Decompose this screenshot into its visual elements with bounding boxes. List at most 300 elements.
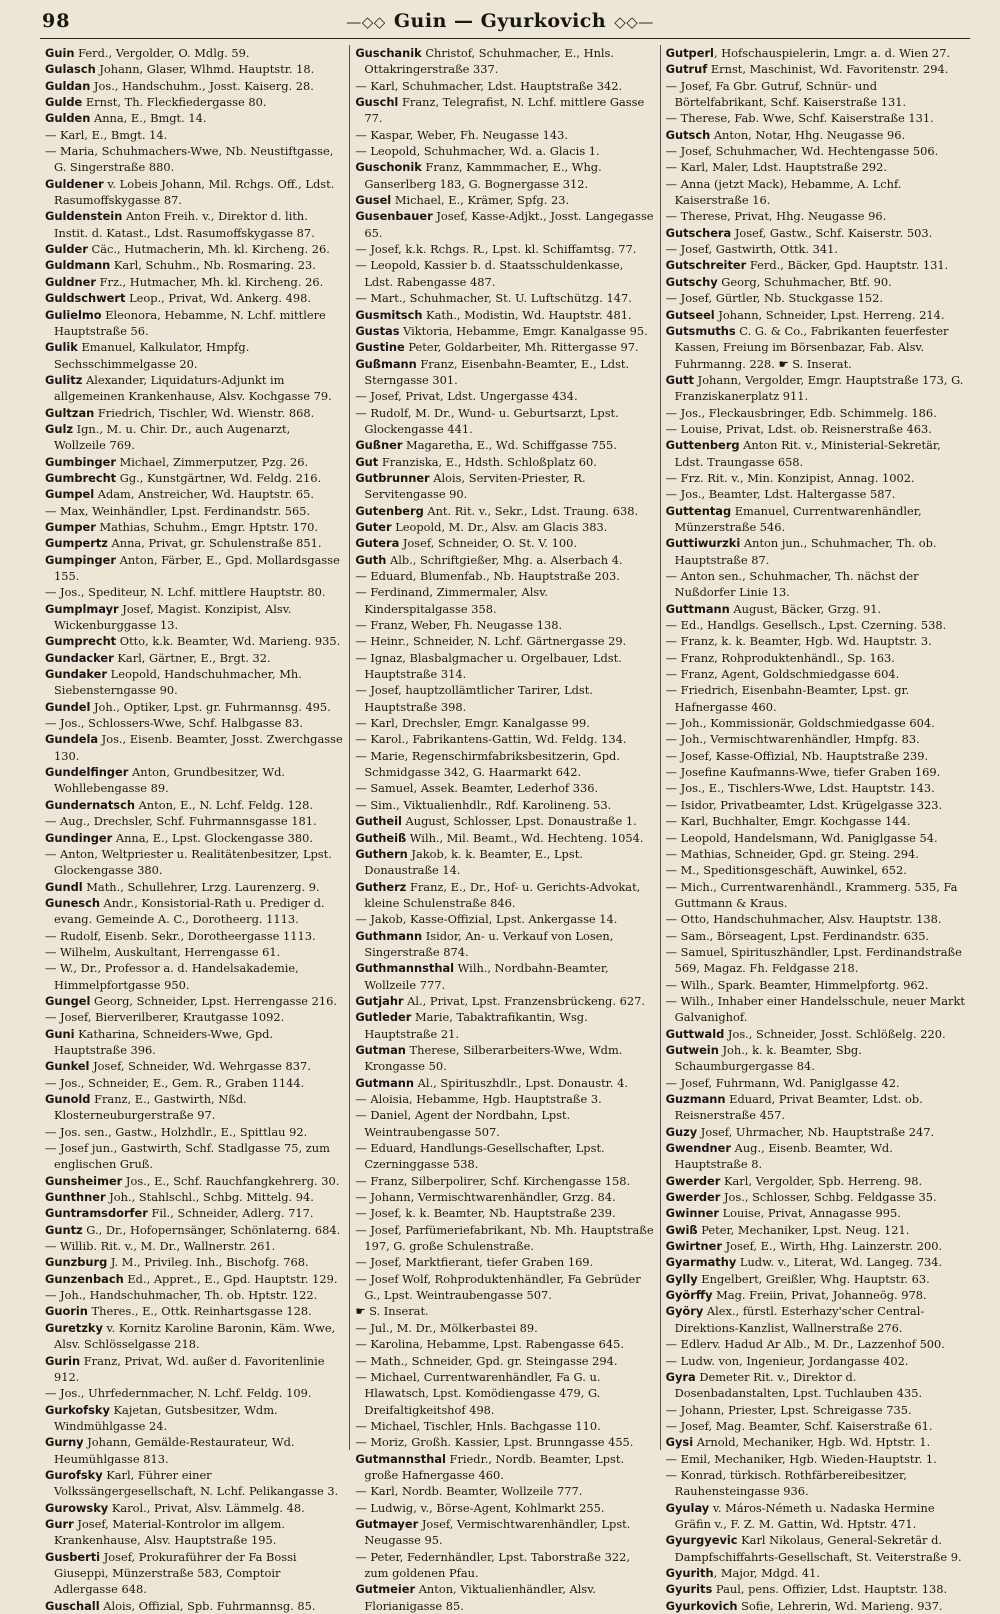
directory-entry (355, 1451, 654, 1484)
directory-entry (45, 1189, 344, 1205)
entry-surname: Gungel (45, 993, 91, 1008)
entry-surname: Gundinger (45, 830, 113, 845)
directory-entry (45, 1140, 344, 1173)
entry-details: — Franz, k. k. Beamter, Hgb. Wd. Hauptstr. 3. (665, 634, 932, 649)
entry-details: Viktoria, Hebamme, Emgr. Kanalgasse 95. (399, 323, 648, 338)
directory-entry (666, 45, 965, 61)
entry-surname: Guthmannsthal (355, 961, 455, 976)
directory-entry (355, 617, 654, 633)
entry-details: Josef, Kasse-Adjkt., Josst. Langegasse 65. (364, 209, 654, 240)
directory-entry (45, 535, 344, 551)
entry-surname: Gumprecht (45, 634, 117, 649)
entry-details: Jos., Handschuhm., Josst. Kaiserg. 28. (90, 78, 314, 93)
directory-entry (45, 666, 344, 699)
entry-details: Josef, Schneider, Wd. Wehrgasse 837. (89, 1059, 311, 1074)
directory-entry (666, 764, 965, 780)
directory-entry (666, 682, 965, 715)
entry-details: Joh., Optiker, Lpst. gr. Fuhrmannsg. 495. (90, 699, 331, 714)
entry-surname: Guldmann (45, 258, 111, 273)
entry-details: — Ludw. von, Ingenieur, Jordangasse 402. (665, 1353, 909, 1368)
entry-surname: Gurowsky (45, 1500, 109, 1515)
entry-details: Magaretha, E., Wd. Schiffgasse 755. (402, 438, 617, 453)
entry-details: — Max, Weinhändler, Lpst. Ferdinandstr. 565. (45, 503, 311, 518)
entry-details: — Josef, k.k. Rchgs. R., Lpst. kl. Schiffamtsg. 77. (355, 242, 637, 257)
header-rule (40, 38, 970, 39)
entry-details: — Josef, Fa Gbr. Gutruf, Schnür- und Börtelfabrikant, Schf. Kaiserstraße 131. (665, 78, 907, 110)
directory-entry (666, 862, 965, 878)
directory-entry (666, 633, 965, 649)
entry-details: — Joh., Handschuhmacher, Th. ob. Hptstr. 122. (45, 1288, 318, 1303)
directory-entry (666, 1271, 965, 1287)
entry-details: Theres., E., Ottk. Reinhartsgasse 128. (87, 1304, 312, 1319)
directory-entry (666, 977, 965, 993)
entry-surname: Gumbrecht (45, 470, 117, 485)
entry-details: — Therese, Privat, Hhg. Neugasse 96. (665, 209, 887, 224)
directory-entry (666, 1418, 965, 1434)
entry-surname: Gundernatsch (45, 797, 135, 812)
directory-entry (666, 176, 965, 209)
entry-details: — Leopold, Schuhmacher, Wd. a. Glacis 1. (355, 144, 600, 159)
entry-details: — Emil, Mechaniker, Hgb. Wieden-Hauptstr. 1. (665, 1451, 937, 1466)
entry-surname: Guin (45, 46, 75, 60)
entry-details: Anton Rit. v., Ministerial-Sekretär, Ldst. Traungasse 658. (674, 438, 941, 469)
entry-details: — Jos., Spediteur, N. Lchf. mittlere Hauptstr. 80. (45, 585, 326, 600)
entry-surname: Gutsch (665, 127, 711, 142)
entry-details: Johann, Gemälde-Restaurateur, Wd. Heumühlgasse 813. (54, 1435, 295, 1466)
directory-entry (666, 1565, 965, 1581)
directory-entry (666, 143, 965, 159)
entry-details: Karl Nikolaus, General-Sekretär d. Dampfschiffahrts-Gesellschaft, St. Veiterstraße 9. (674, 1533, 962, 1564)
entry-details: — Franz, Silberpolirer, Schf. Kirchengasse 158. (355, 1173, 631, 1188)
directory-entry (355, 1516, 654, 1549)
entry-surname: Gurny (45, 1435, 84, 1450)
entry-surname: Gutmeier (355, 1582, 416, 1597)
entry-details: Gg., Kunstgärtner, Wd. Feldg. 216. (116, 470, 322, 485)
running-head-title: Guin — Gyurkovich (393, 10, 607, 32)
entry-details: Georg, Schneider, Lpst. Herrengasse 216. (90, 993, 338, 1008)
directory-entry (666, 1238, 965, 1254)
entry-details: — Jul., M. Dr., Mölkerbastei 89. (355, 1320, 538, 1335)
entry-surname: Guldner (45, 274, 96, 289)
entry-surname: Gutruf (665, 62, 708, 77)
entry-details: Friedrich, Tischler, Wd. Wienstr. 868. (94, 405, 315, 420)
entry-surname: Gunesch (45, 895, 100, 910)
entry-surname: Gumplmayr (45, 601, 119, 616)
directory-entry (355, 633, 654, 649)
entry-surname: Gusmitsch (355, 307, 423, 322)
entry-surname: Guschonik (355, 160, 422, 175)
entry-surname: Gundaker (45, 667, 108, 682)
entry-details: Josef, E., Wirth, Hhg. Lainzerstr. 200. (721, 1239, 943, 1254)
entry-details: — Wilhelm, Auskultant, Herrengasse 61. (45, 944, 281, 959)
entry-surname: Gwendner (665, 1141, 731, 1156)
entry-details: Franz, Kammmacher, E., Whg. Ganserlberg 183, G. Bognergasse 312. (364, 160, 602, 191)
directory-entry (666, 257, 965, 273)
entry-details: — Therese, Fab. Wwe, Schf. Kaiserstraße 131. (665, 111, 934, 126)
entry-surname: Gwerder (665, 1173, 721, 1188)
entry-details: — Ignaz, Blasbalgmacher u. Orgelbauer, Ldst. Hauptstraße 314. (355, 650, 622, 682)
entry-surname: Gyarmathy (665, 1255, 737, 1270)
entry-details: — Peter, Federnhändler, Lpst. Taborstraße 322, zum goldenen Pfau. (355, 1549, 631, 1580)
entry-details: — Josef, Fuhrmann, Wd. Paniglgasse 42. (665, 1075, 900, 1090)
entry-surname: Gutera (355, 536, 400, 551)
entry-surname: Györy (665, 1304, 704, 1319)
entry-surname: Guth (355, 552, 387, 567)
directory-entry (666, 1205, 965, 1221)
entry-details: v. Lobeis Johann, Mil. Rchgs. Off., Ldst. Rasumoffskygasse 87. (54, 176, 335, 208)
directory-entry (355, 257, 654, 290)
entry-surname: Gusenbauer (355, 209, 433, 224)
entry-details: Michael, E., Krämer, Spfg. 23. (391, 193, 570, 208)
entry-surname: Gutmannsthal (355, 1451, 446, 1466)
entry-surname: Gutt (665, 372, 695, 387)
directory-entry (45, 1549, 344, 1598)
entry-surname: Gumpel (45, 487, 95, 502)
directory-entry (45, 110, 344, 126)
entry-details: Paul, pens. Offizier, Ldst. Hauptstr. 138. (712, 1582, 948, 1597)
directory-entry (45, 1271, 344, 1287)
entry-details: — Samuel, Assek. Beamter, Lederhof 336. (355, 781, 599, 796)
entry-details: — Ed., Handlgs. Gesellsch., Lpst. Czerning. 538. (665, 618, 947, 633)
directory-entry (45, 944, 344, 960)
directory-entry (355, 584, 654, 617)
directory-entry (355, 830, 654, 846)
entry-details: — Leopold, Kassier b. d. Staatsschuldenkasse, Ldst. Rabengasse 487. (355, 258, 624, 289)
entry-details: — Karl, Schuhmacher, Ldst. Hauptstraße 342. (355, 78, 623, 93)
entry-details: Alois, Serviten-Priester, R. Servitengasse 90. (364, 470, 586, 502)
entry-details: — Josef, Parfümeriefabrikant, Nb. Mh. Hauptstraße 197, G. große Schulenstraße. (355, 1222, 654, 1254)
entry-surname: Gulde (45, 95, 83, 110)
entry-surname: Gutperl (665, 46, 714, 60)
directory-entry (355, 1075, 654, 1091)
directory-entry (355, 568, 654, 584)
entry-details: Emanuel, Currentwarenhändler, Münzerstraße 546. (674, 503, 922, 534)
directory-entry (45, 176, 344, 209)
entry-details: Jos., Eisenb. Beamter, Josst. Zwerchgasse 130. (54, 732, 343, 763)
directory-entry (666, 911, 965, 927)
entry-details: — Eduard, Handlungs-Gesellschafter, Lpst. Czerninggasse 538. (355, 1141, 605, 1172)
entry-details: — Karl, E., Bmgt. 14. (45, 127, 168, 142)
entry-details: Alois, Offizial, Spb. Fuhrmannsg. 85. (99, 1598, 316, 1613)
directory-columns (40, 45, 970, 1613)
entry-details: Adam, Anstreicher, Wd. Hauptstr. 65. (94, 487, 314, 502)
entry-details: — Rudolf, Eisenb. Sekr., Dorotheergasse 1113. (45, 928, 316, 943)
entry-surname: Gutschy (665, 274, 718, 289)
entry-details: — Karol., Fabrikantens-Gattin, Wd. Feldg. 134. (355, 732, 627, 747)
directory-entry (45, 879, 344, 895)
entry-surname: Gwiß (665, 1222, 698, 1237)
directory-entry (666, 1026, 965, 1042)
entry-surname: Gulder (45, 242, 88, 257)
entry-details: — Johann, Priester, Lpst. Schreigasse 735. (665, 1402, 912, 1417)
entry-details: — Josef jun., Gastwirth, Schf. Stadlgasse 75, zum englischen Gruß. (45, 1141, 330, 1172)
directory-entry (666, 928, 965, 944)
entry-details: Ernst, Th. Fleckfiedergasse 80. (82, 95, 267, 110)
entry-details: Ed., Appret., E., Gpd. Hauptstr. 129. (123, 1271, 338, 1286)
directory-entry (355, 1320, 654, 1336)
entry-details: — Maria, Schuhmachers-Wwe, Nb. Neustiftgasse, G. Singerstraße 880. (45, 144, 334, 175)
entry-details: Al., Privat, Lpst. Franzensbrückeng. 627. (403, 993, 645, 1008)
directory-entry (45, 1058, 344, 1074)
directory-entry (666, 208, 965, 224)
directory-entry (355, 1222, 654, 1255)
entry-details: — Jos., Schneider, E., Gem. R., Graben 1144. (45, 1075, 305, 1090)
directory-entry (45, 45, 344, 61)
entry-details: , Major, Mdgd. 41. (713, 1565, 821, 1580)
entry-details: Ludw. v., Literat, Wd. Langeg. 734. (736, 1255, 943, 1270)
directory-entry (666, 1222, 965, 1238)
directory-entry (355, 1369, 654, 1418)
directory-entry (666, 944, 965, 977)
directory-entry (45, 1467, 344, 1500)
entry-details: Johann, Schneider, Lpst. Herreng. 214. (714, 307, 945, 322)
entry-details: — Jos., Fleckausbringer, Edb. Schimmelg. 186. (665, 405, 937, 420)
directory-entry (355, 143, 654, 159)
entry-details: August, Schlosser, Lpst. Donaustraße 1. (401, 814, 637, 829)
entry-details: ☛ S. Inserat. (355, 1304, 429, 1319)
directory-entry (666, 1336, 965, 1352)
ornament-left: —◇◇ (346, 13, 386, 31)
entry-details: Frz., Hutmacher, Mh. kl. Kircheng. 26. (95, 274, 324, 289)
entry-details: — Louise, Privat, Ldst. ob. Reisnerstraße 463. (665, 421, 932, 436)
column-1 (40, 45, 349, 1613)
entry-details: — W., Dr., Professor a. d. Handelsakademie, Himmelpfortgasse 950. (45, 961, 299, 992)
entry-surname: Gurr (45, 1516, 74, 1531)
directory-entry (666, 993, 965, 1026)
entry-surname: Gunthner (45, 1190, 106, 1205)
entry-details: Ferd., Bäcker, Gpd. Hauptstr. 131. (746, 258, 949, 273)
directory-entry (666, 1254, 965, 1270)
directory-entry (666, 780, 965, 796)
directory-entry (355, 356, 654, 389)
entry-details: Ferd., Vergolder, O. Mdlg. 59. (74, 46, 250, 60)
directory-entry (355, 1549, 654, 1582)
directory-entry (355, 307, 654, 323)
entry-details: — Michael, Currentwarenhändler, Fa G. u. Hlawatsch, Lpst. Komödiengasse 479, G. Dreifaltigkeitshof 498. (355, 1369, 601, 1417)
entry-details: — Friedrich, Eisenbahn-Beamter, Lpst. gr. Hafnergasse 460. (665, 683, 910, 714)
entry-surname: Gulitz (45, 372, 83, 387)
entry-details: — Isidor, Privatbeamter, Ldst. Krügelgasse 323. (665, 797, 943, 812)
entry-surname: Gurin (45, 1353, 81, 1368)
entry-details: — Heinr., Schneider, N. Lchf. Gärtnergasse 29. (355, 634, 627, 649)
entry-details: Ernst, Maschinist, Wd. Favoritenstr. 294. (707, 62, 949, 77)
entry-surname: Guttwald (665, 1026, 725, 1041)
entry-surname: Guttiwurzki (665, 536, 741, 551)
entry-details: Emanuel, Kalkulator, Hmpfg. Sechsschimmelgasse 20. (54, 340, 250, 371)
entry-details: — Mathias, Schneider, Gpd. gr. Steing. 294. (665, 846, 919, 861)
entry-details: Kath., Modistin, Wd. Hauptstr. 481. (422, 307, 632, 322)
entry-details: — Josef Wolf, Rohproduktenhändler, Fa Gebrüder G., Lpst. Weintraubengasse 507. (355, 1271, 641, 1303)
entry-details: Karl, Führer einer Volkssängergesellschaft, N. Lchf. Pelikangasse 3. (54, 1467, 339, 1499)
entry-details: Josef, Gastw., Schf. Kaiserstr. 503. (731, 225, 933, 240)
directory-entry (666, 797, 965, 813)
directory-entry (45, 960, 344, 993)
entry-surname: Gunold (45, 1092, 91, 1106)
directory-entry (45, 552, 344, 585)
entry-details: Friedr., Nordb. Beamter, Lpst. große Hafnergasse 460. (364, 1451, 625, 1482)
entry-surname: Gutmann (355, 1075, 415, 1090)
entry-surname: Gutleder (355, 1010, 412, 1025)
directory-entry (666, 1467, 965, 1500)
entry-surname: Gutherz (355, 879, 407, 894)
entry-details: Katharina, Schneiders-Wwe, Gpd. Hauptstraße 396. (54, 1026, 274, 1057)
entry-details: — Karolina, Hebamme, Lpst. Rabengasse 645. (355, 1337, 624, 1352)
entry-surname: Gumpinger (45, 552, 116, 567)
entry-details: Karl, Schuhm., Nb. Rosmaring. 23. (110, 258, 316, 273)
entry-details: August, Bäcker, Grzg. 91. (729, 601, 882, 616)
entry-details: Andr., Konsistorial-Rath u. Prediger d. evang. Gemeinde A. C., Dorotheerg. 1113. (54, 895, 325, 927)
entry-surname: Gyurkovich (665, 1598, 738, 1613)
directory-entry (355, 911, 654, 927)
entry-details: Anna, Privat, gr. Schulenstraße 851. (107, 536, 322, 551)
entry-details: — Willib. Rit. v., M. Dr., Wallnerstr. 261. (45, 1239, 276, 1254)
entry-details: Cäc., Hutmacherin, Mh. kl. Kircheng. 26. (87, 242, 330, 257)
directory-entry (45, 1385, 344, 1401)
entry-surname: Guntramsdorfer (45, 1206, 148, 1221)
directory-entry (355, 1434, 654, 1450)
entry-surname: Guni (45, 1026, 75, 1041)
entry-details: Anton, Grundbesitzer, Wd. Wohllebengasse 89. (54, 765, 286, 796)
entry-details: Aug., Eisenb. Beamter, Wd. Hauptstraße 8. (674, 1141, 893, 1172)
entry-details: — Marie, Regenschirmfabriksbesitzerin, Gpd. Schmidgasse 342, G. Haarmarkt 642. (355, 748, 620, 780)
directory-entry (355, 1336, 654, 1352)
directory-entry (666, 290, 965, 306)
entry-details: Alex., fürstl. Esterhazy'scher Central-Direktions-Kanzlist, Wallnerstraße 276. (674, 1304, 925, 1335)
entry-details: Ign., M. u. Chir. Dr., auch Augenarzt, Wollzeile 769. (54, 421, 291, 453)
entry-details: Anna, E., Lpst. Glockengasse 380. (112, 830, 313, 845)
directory-entry (355, 731, 654, 747)
directory-entry (355, 1189, 654, 1205)
entry-details: — Ferdinand, Zimmermaler, Alsv. Kinderspitalgasse 358. (355, 585, 548, 616)
ornament-right: ◇◇— (614, 13, 654, 31)
entry-details: — Karl, Buchhalter, Emgr. Kochgasse 144. (665, 814, 911, 829)
entry-surname: Gutbrunner (355, 470, 430, 485)
entry-details: Mathias, Schuhm., Emgr. Hptstr. 170. (95, 519, 319, 534)
entry-details: — Wilh., Spark. Beamter, Himmelpfortg. 962. (665, 977, 929, 992)
entry-details: Wilh., Mil. Beamt., Wd. Hechteng. 1054. (406, 830, 644, 845)
entry-details: Arnold, Mechaniker, Hgb. Wd. Hptstr. 1. (693, 1435, 931, 1450)
entry-surname: Gutheiß (355, 830, 407, 845)
entry-surname: Gußner (355, 438, 403, 453)
entry-details: — Anton, Weltpriester u. Realitätenbesitzer, Lpst. Glockengasse 380. (45, 846, 332, 878)
entry-surname: Gwinner (665, 1206, 719, 1221)
directory-entry (45, 1500, 344, 1516)
entry-details: — Franz, Weber, Fh. Neugasse 138. (355, 618, 563, 633)
directory-entry (355, 780, 654, 796)
directory-entry (666, 1287, 965, 1303)
entry-details: — Mich., Currentwarenhändl., Krammerg. 535, Fa Guttmann & Kraus. (665, 879, 958, 910)
entry-details: Louise, Privat, Annagasse 995. (719, 1206, 901, 1221)
directory-entry (45, 405, 344, 421)
entry-details: Josef, Uhrmacher, Nb. Hauptstraße 247. (697, 1124, 935, 1139)
entry-details: Jakob, k. k. Beamter, E., Lpst. Donaustraße 14. (364, 846, 583, 878)
directory-entry (666, 731, 965, 747)
directory-entry (666, 486, 965, 502)
entry-details: — Jos., E., Tischlers-Wwe, Ldst. Hauptstr. 143. (665, 781, 935, 796)
entry-details: Franziska, E., Hdsth. Schloßplatz 60. (378, 454, 597, 469)
entry-details: — Jakob, Kasse-Offizial, Lpst. Ankergasse 14. (355, 912, 618, 927)
directory-entry (666, 535, 965, 568)
entry-surname: Gusberti (45, 1549, 101, 1564)
entry-details: — Samuel, Spirituszhändler, Lpst. Ferdinandstraße 569, Magaz. Fh. Feldgasse 218. (665, 944, 962, 976)
directory-entry (45, 1287, 344, 1303)
directory-entry (45, 846, 344, 879)
directory-entry (355, 1205, 654, 1221)
directory-entry (666, 421, 965, 437)
entry-surname: Gyulay (665, 1500, 710, 1515)
directory-entry (45, 454, 344, 470)
entry-details: — Math., Schneider, Gpd. gr. Steingasse 294. (355, 1353, 618, 1368)
entry-details: Eduard, Privat Beamter, Ldst. ob. Reisnerstraße 457. (674, 1092, 923, 1123)
entry-details: Therese, Silberarbeiters-Wwe, Wdm. Krongasse 50. (364, 1042, 623, 1074)
directory-entry (355, 1418, 654, 1434)
entry-details: Franz, Eisenbahn-Beamter, E., Ldst. Sterngasse 301. (364, 356, 630, 387)
entry-details: Georg, Schuhmacher, Btf. 90. (717, 274, 892, 289)
directory-entry (666, 241, 965, 257)
directory-entry (355, 682, 654, 715)
entry-details: — Konrad, türkisch. Rothfärbereibesitzer, Rauhensteingasse 936. (665, 1467, 907, 1499)
directory-entry (666, 437, 965, 470)
directory-entry (666, 1500, 965, 1533)
directory-entry (355, 928, 654, 961)
entry-details: Johann, Vergolder, Emgr. Hauptstraße 173, G. Franziskanerplatz 911. (674, 372, 964, 404)
entry-surname: Györffy (665, 1288, 713, 1303)
entry-surname: Gusel (355, 193, 392, 208)
directory-entry (45, 290, 344, 306)
entry-details: Alb., Schriftgießer, Mhg. a. Alserbach 4. (386, 552, 623, 567)
directory-entry (45, 241, 344, 257)
entry-details: — Aloisia, Hebamme, Hgb. Hauptstraße 3. (355, 1092, 602, 1106)
directory-entry (666, 601, 965, 617)
directory-entry (45, 94, 344, 110)
entry-details: — Josef, Schuhmacher, Wd. Hechtengasse 506. (665, 144, 939, 159)
directory-entry (355, 748, 654, 781)
entry-details: — Jos., Schlossers-Wwe, Schf. Halbgasse 83. (45, 716, 304, 731)
entry-surname: Guter (355, 519, 392, 534)
entry-surname: Guldan (45, 78, 91, 93)
directory-entry (666, 503, 965, 536)
directory-entry (355, 846, 654, 879)
entry-surname: Guorin (45, 1304, 88, 1319)
entry-details: Jos., Schneider, Josst. Schlößelg. 220. (724, 1026, 946, 1041)
directory-entry (666, 61, 965, 77)
directory-entry (666, 1353, 965, 1369)
entry-details: — Josef, Kasse-Offizial, Nb. Hauptstraße 239. (665, 748, 929, 763)
entry-details: Fil., Schneider, Adlerg. 717. (147, 1206, 314, 1221)
entry-surname: Gulielmo (45, 307, 102, 322)
entry-details: Josef, Prokuraführer der Fa Bossi Giuseppi, Münzerstraße 583, Comptoir Adlergasse 648. (54, 1549, 297, 1597)
entry-surname: Gutwein (665, 1042, 719, 1057)
directory-entry (666, 110, 965, 126)
directory-entry (355, 45, 654, 78)
directory-entry (355, 405, 654, 438)
column-3 (660, 45, 970, 1613)
directory-entry (355, 1107, 654, 1140)
directory-entry (45, 61, 344, 77)
directory-entry (45, 1173, 344, 1189)
entry-details: — Daniel, Agent der Nordbahn, Lpst. Weintraubengasse 507. (355, 1108, 571, 1139)
entry-surname: Guzy (665, 1124, 698, 1139)
directory-entry (45, 633, 344, 649)
directory-entry (355, 290, 654, 306)
entry-surname: Guldenstein (45, 209, 123, 224)
entry-details: Josef, Magist. Konzipist, Alsv. Wickenburggasse 13. (54, 601, 292, 633)
directory-entry (45, 1402, 344, 1435)
directory-entry (666, 617, 965, 633)
entry-details: — Ludwig, v., Börse-Agent, Kohlmarkt 255. (355, 1500, 605, 1515)
directory-entry (666, 879, 965, 912)
entry-surname: Gundl (45, 879, 83, 894)
